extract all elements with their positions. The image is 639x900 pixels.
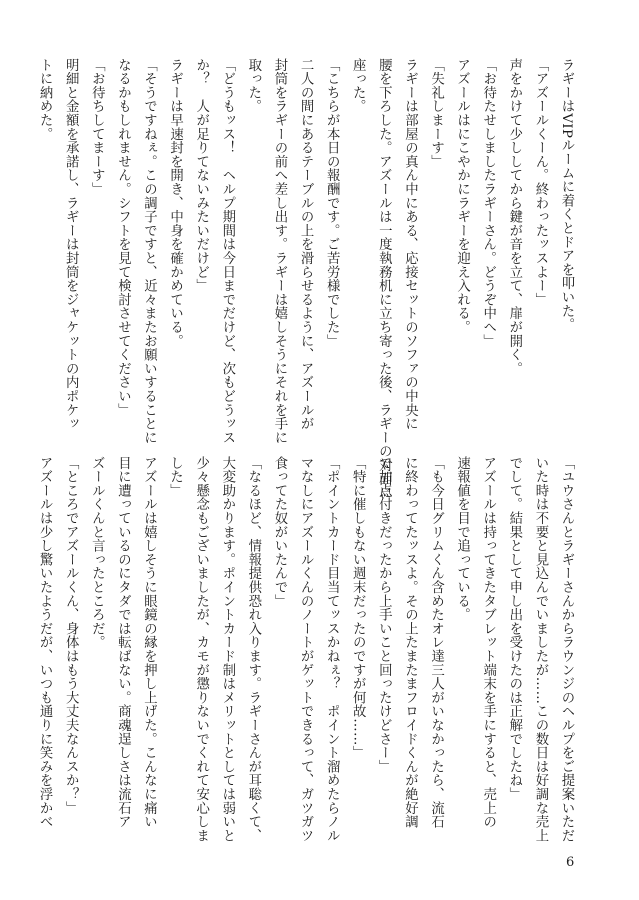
text-line: 大変助かります。ポイントカード制はメリットとしては弱いと [219, 456, 235, 843]
text-line: 封筒をラギーの前へ差し出す。ラギーは嬉しそうにそれを手に [271, 58, 287, 445]
text-line: 食ってた奴がいたんで」 [271, 456, 287, 608]
text-line: した」 [167, 456, 183, 498]
text-line: ズールくんと言ったところだ。 [89, 456, 105, 650]
text-line: に終わってたッスよ。その上たまたまフロイドくんが絶好調 [402, 456, 418, 829]
text-line: ラギーは部屋の真ん中にある、応接セットのソファの中央に [402, 58, 418, 431]
text-line: 「アズールくーん。終わったッスよー」 [532, 58, 548, 307]
text-line: 「そうですねぇ。この調子ですと、近々またお願いすることに [141, 58, 157, 445]
text-line: 「失礼しまーす」 [428, 58, 444, 169]
text-line: いた時は不要と見込んでいましたが……この数日は好調な売上 [532, 456, 548, 843]
text-line: 「特に催しもない週末だったのですが何故……」 [350, 456, 366, 760]
text-line: アズールは嬉しそうに眼鏡の縁を押し上げた。こんなに痛い [141, 456, 157, 829]
text-line: 腰を下ろした。アズールは一度執務机に立ち寄った後、ラギーの対面に [376, 58, 392, 500]
text-line: 「ユウさんとラギーさんからラウンジのヘルプをご提案いただ [559, 456, 574, 843]
text-line: で加点付きだったから上手いこと回ったけどさー」 [376, 456, 392, 774]
text-line: 目に遭っているのにタダでは転ばない。商魂逞しさは流石ア [115, 456, 131, 829]
text-line: アズールは持ってきたタブレット端末を手にすると、売上の [480, 456, 496, 829]
text-line: でして。結果として申し出を受けたのは正解でしたね」 [506, 456, 522, 801]
text-line: か？ 人が足りてないみたいだけど」 [193, 58, 209, 293]
text-line: なるかもしれません。シフトを見て検討させてください」 [115, 58, 131, 417]
text-line: 「ポイントカード目当てッスかねぇ？ ポイント溜めたらノル [324, 456, 340, 843]
text-line: 明細と金額を承諾し、ラギーは封筒をジャケットの内ポケッ [63, 58, 79, 431]
text-line: 「お待ちしてまーす」 [89, 58, 105, 196]
lower-text-block [37, 456, 579, 856]
text-line: 取った。 [245, 58, 261, 114]
upper-text-block [37, 58, 579, 500]
text-line: アズールはにこやかにラギーを迎え入れる。 [454, 58, 470, 334]
text-line: 「も今日グリムくん含めたオレ達三人がいなかったら、流石 [428, 456, 444, 829]
text-line: トに納めた。 [37, 58, 53, 141]
text-line: 「こちらが本日の報酬です。ご苦労様でした」 [324, 58, 340, 348]
text-line: 「どうもッス！ ヘルプ期間は今日までだけど、次もどうッス [219, 58, 235, 445]
text-line: 声をかけて少ししてから鍵が音を立て、扉が開く。 [506, 58, 522, 376]
text-line: 「なるほど、情報提供恐れ入ります。ラギーさんが耳聡くて、 [245, 456, 261, 843]
text-line: ラギーはVIPルームに着くとドアを叩いた。 [559, 58, 574, 332]
text-line: 座った。 [350, 58, 366, 114]
text-line: 少々懸念もございましたが、カモが懲りないでくれて安心しま [193, 456, 209, 843]
text-line: マなしにアズールくんのノートがゲットできるって、ガツガツ [298, 456, 314, 843]
text-line: アズールは少し驚いたようだが、いつも通りに笑みを浮かべ [37, 456, 53, 829]
text-line: 「ところでアズールくん、身体はもう大丈夫なんスか？」 [63, 456, 79, 815]
text-line: ラギーは早速封を開き、中身を確かめている。 [167, 58, 183, 348]
text-line: 二人の間にあるテーブルの上を滑らせるように、アズールが [298, 58, 314, 431]
text-line: 速報値を目で追っている。 [454, 456, 470, 622]
text-line: 「お待たせしましたラギーさん。どうぞ中へ」 [480, 58, 496, 348]
page-number: 6 [566, 855, 575, 870]
